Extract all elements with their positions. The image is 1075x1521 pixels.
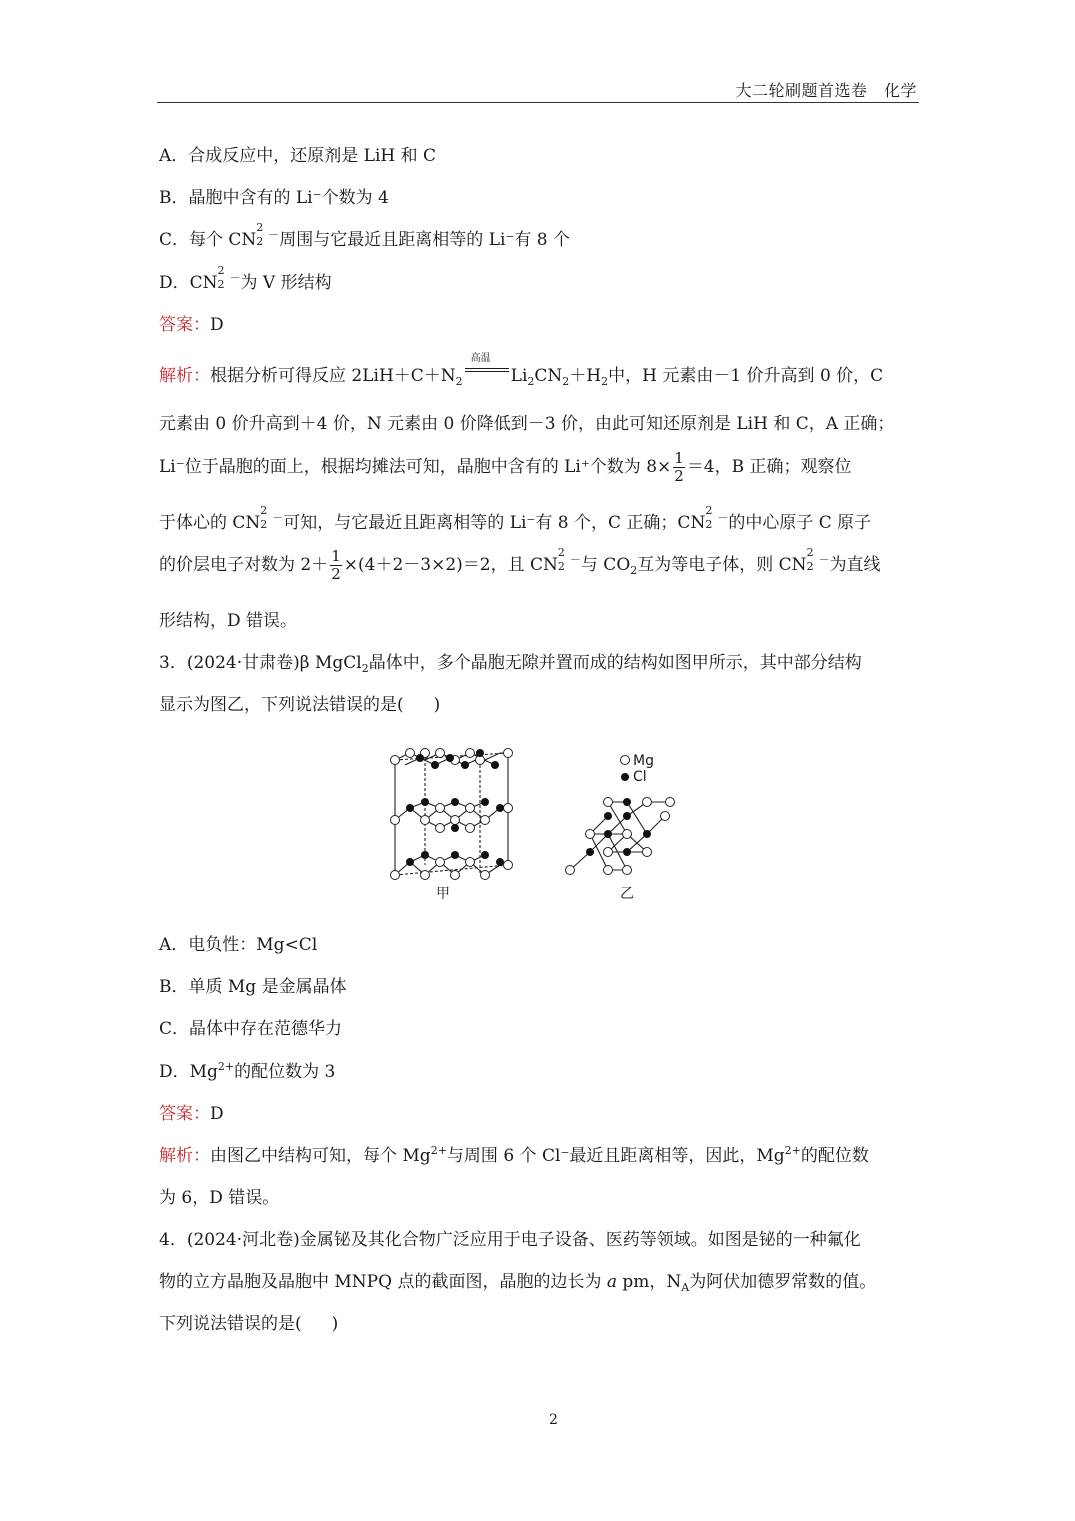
question-4-line-2: 物的立方晶胞及晶胞中 MNPQ 点的截面图，晶胞的边长为 a pm，$N_A$为阿伏加德罗常数的值。 xyxy=(159,1272,877,1294)
analysis-line-4: 于体心的 CN 2 2 －可知，与它最近且距离相等的 Li⁻有 8 个，C 正确；CN 2 2 －的中心原子 C 原子 xyxy=(159,504,872,533)
caption-jia: 甲 xyxy=(436,886,450,902)
q3-analysis-line-1: 解析：由图乙中结构可知，每个 $Mg^{2+}$与周围 6 个 Cl⁻最近且距离相等，因此，$Mg^{2+}$的配位数 xyxy=(159,1144,869,1166)
q3-option-b: B．单质 Mg 是金属晶体 xyxy=(159,977,347,997)
crystal-diagram xyxy=(380,740,710,910)
analysis-line-1: 解析：根据分析可得反应 $2LiH+C+N_2$ 高温 $Li_2CN_2+H_2$中，H 元素由－1 价升高到 0 价，C xyxy=(159,353,884,388)
fraction: $\frac{1}{2}$ xyxy=(331,547,341,583)
crystal-structure-figure xyxy=(380,740,710,910)
page-number: 2 xyxy=(549,1412,558,1428)
question-4-line-1: 4．(2024·河北卷)金属铋及其化合物广泛应用于电子设备、医药等领域。如图是铋的一种氟化 xyxy=(159,1230,861,1250)
reaction-condition: 高温 xyxy=(463,361,511,381)
page-header xyxy=(157,76,919,103)
option-c: C．每个 CN 2 2 －周围与它最近且距离相等的 Li⁻有 8 个 xyxy=(159,221,571,250)
analysis-line-6: 形结构，D 错误。 xyxy=(159,611,298,631)
header-title: 大二轮刷题首选卷 化学 xyxy=(735,81,917,100)
legend-mg: Mg xyxy=(633,753,654,769)
analysis-line-3: Li⁻位于晶胞的面上，根据均摊法可知，晶胞中含有的 Li⁺个数为 8× $\frac{1}{2}$ ＝4，B 正确；观察位 xyxy=(159,449,852,485)
legend-cl: Cl xyxy=(633,769,647,785)
caption-yi: 乙 xyxy=(620,886,634,902)
analysis-line-5: 的价层电子对数为 2＋ $\frac{1}{2}$ ×(4＋2－3×2)＝2，且 CN 2 2 －与 $CO_2$互为等电子体，则 CN 2 2 －为直线 xyxy=(159,546,881,583)
question-4-line-3: 下列说法错误的是( ) xyxy=(159,1314,339,1334)
q3-answer-line: 答案：D xyxy=(159,1104,224,1124)
q3-option-a: A．电负性：Mg<Cl xyxy=(159,935,318,955)
q3-analysis-line-2: 为 6，D 错误。 xyxy=(159,1188,280,1208)
q3-option-d: D．$Mg^{2+}$的配位数为 3 xyxy=(159,1060,336,1082)
analysis-line-2: 元素由 0 价升高到＋4 价，N 元素由 0 价降低到－3 价，由此可知还原剂是 LiH 和 C，A 正确； xyxy=(159,414,895,434)
option-d: D．CN 2 2 －为 V 形结构 xyxy=(159,264,332,293)
q3-option-c: C．晶体中存在范德华力 xyxy=(159,1019,343,1039)
option-b: B．晶胞中含有的 Li⁻个数为 4 xyxy=(159,188,389,208)
fraction: $\frac{1}{2}$ xyxy=(674,449,684,485)
option-a: A．合成反应中，还原剂是 LiH 和 C xyxy=(159,146,437,166)
question-3-line-1: 3．(2024·甘肃卷)β MgCl$_2$晶体中，多个晶胞无隙并置而成的结构如图甲所示，其中部分结构 xyxy=(159,653,862,675)
answer-line: 答案：D xyxy=(159,315,224,335)
question-3-line-2: 显示为图乙，下列说法错误的是( ) xyxy=(159,695,441,715)
